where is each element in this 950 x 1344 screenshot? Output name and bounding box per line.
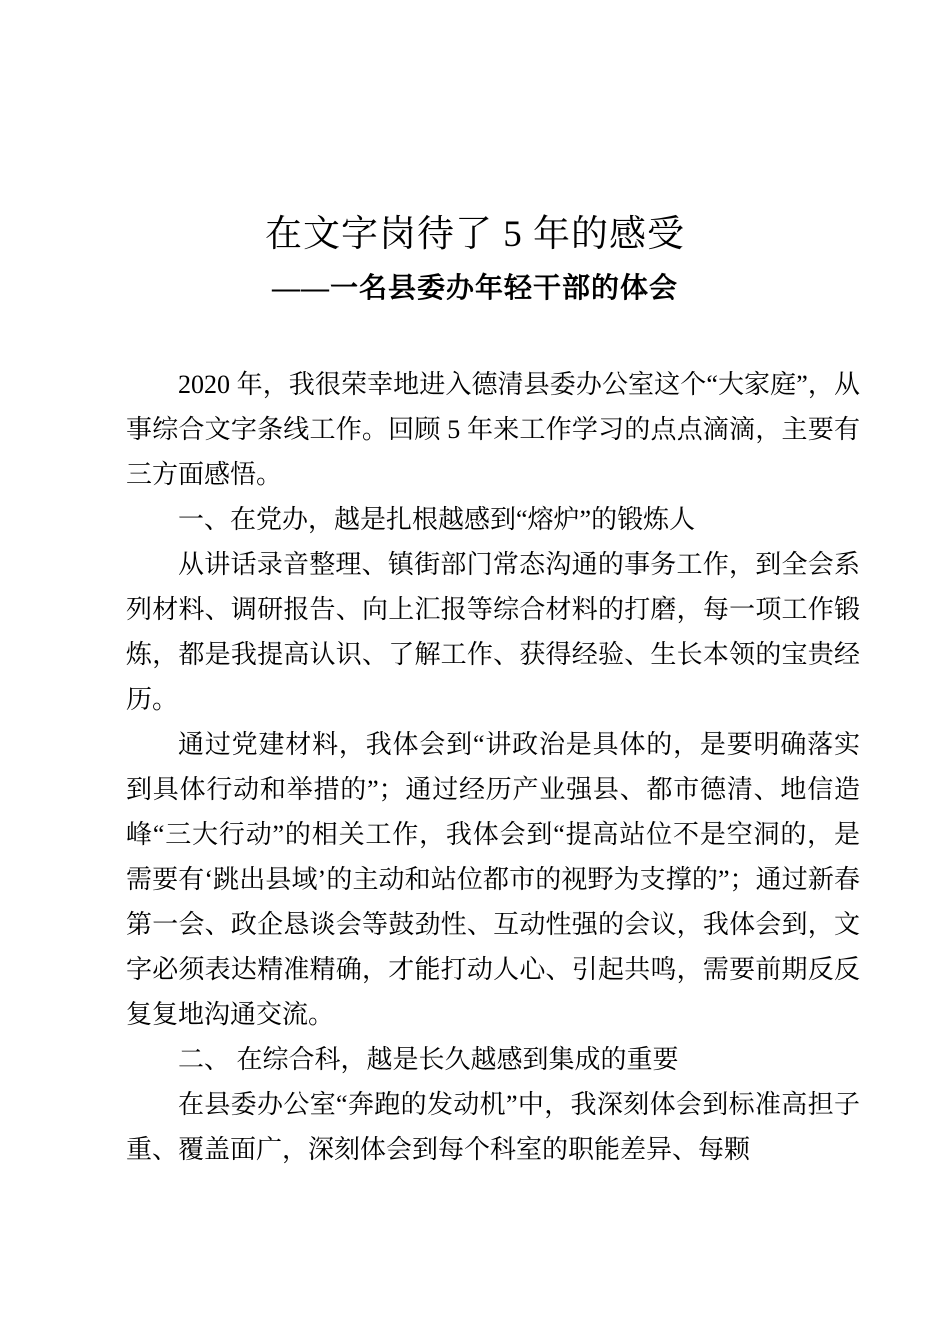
document-body: [126, 362, 860, 1172]
document-title: 在文字岗待了 5 年的感受: [265, 214, 685, 255]
section-heading-1: 一、在党办，越是扎根越感到“熔炉”的锻炼人: [178, 505, 696, 534]
paragraph-section2-a: 在县委办公室“奔跑的发动机”中，我深刻体会到标准高担子重、覆盖面广，深刻体会到每个科室的职能差异、每颗: [126, 1090, 860, 1164]
paragraph-intro: 2020 年，我很荣幸地进入德清县委办公室这个“大家庭”，从事综合文字条线工作。回顾 5 年来工作学习的点点滴滴，主要有三方面感悟。: [126, 370, 860, 489]
section-heading-2: 二、 在综合科，越是长久越感到集成的重要: [178, 1045, 679, 1074]
document-header: [0, 0, 950, 310]
paragraph-section1-b: 通过党建材料，我体会到“讲政治是具体的，是要明确落实到具体行动和举措的”；通过经历产业强县、都市德清、地信造峰“三大行动”的相关工作，我体会到“提高站位不是空洞的，是需要有‘跳出县域’的主动和站位都市的视野为支撑的”；通过新春第一会、政企恳谈会等鼓劲性、互动性强的会议，我体会到，文字必须表达精准精确，才能打动人心、引起共鸣，需要前期反反复复地沟通交流。: [126, 730, 860, 1029]
paragraph-section1-a: 从讲话录音整理、镇街部门常态沟通的事务工作，到全会系列材料、调研报告、向上汇报等综合材料的打磨，每一项工作锻炼，都是我提高认识、了解工作、获得经验、生长本领的宝贵经历。: [126, 550, 860, 714]
document-subtitle: ——一名县委办年轻干部的体会: [271, 273, 678, 304]
